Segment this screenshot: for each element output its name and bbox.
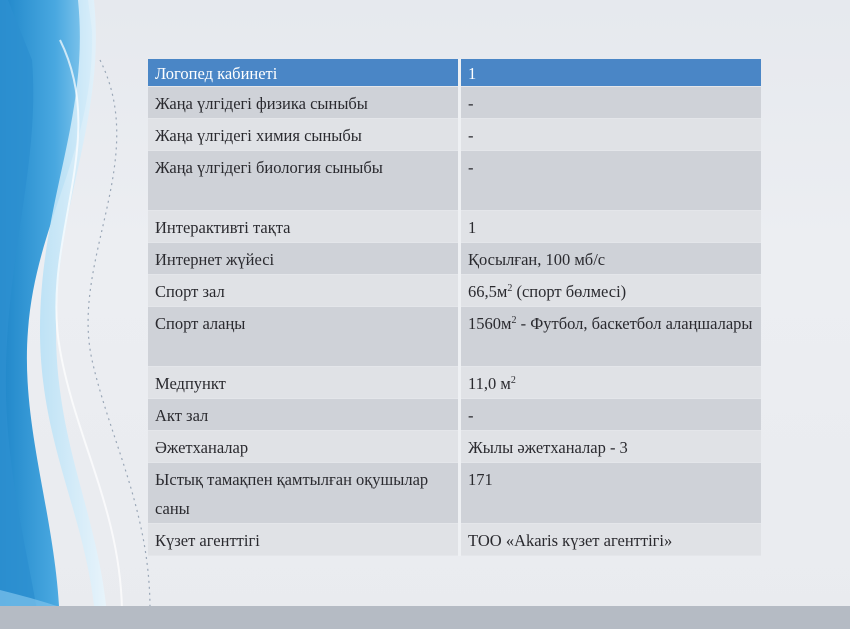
- unit-superscript: 2: [511, 315, 517, 326]
- table-row: [148, 211, 761, 243]
- table-row: [148, 87, 761, 119]
- table-row: [148, 151, 761, 211]
- unit-superscript: 2: [510, 375, 516, 386]
- facility-value: Қосылған, 100 мб/с: [460, 243, 762, 275]
- facility-name: Ыстық тамақпен қамтылған оқушылар саны: [148, 463, 460, 524]
- bottom-band: [0, 606, 850, 629]
- table-row: [148, 243, 761, 275]
- facility-value: -: [460, 399, 762, 431]
- value-number: 66,5м: [468, 282, 508, 301]
- table-row: [148, 399, 761, 431]
- table-row: [148, 431, 761, 463]
- facility-name: Акт зал: [148, 399, 460, 431]
- facility-name: Күзет агенттігі: [148, 524, 460, 556]
- facility-value: -: [460, 151, 762, 211]
- table-row: [148, 367, 761, 399]
- value-note: - Футбол, баскетбол алаңшалары: [516, 314, 753, 333]
- facility-name: Әжетханалар: [148, 431, 460, 463]
- table-row: [148, 307, 761, 367]
- facility-value: 171: [460, 463, 762, 524]
- facility-value: [460, 307, 762, 367]
- facility-value: 1: [460, 59, 762, 87]
- facilities-table: [148, 59, 761, 556]
- table-row: [148, 59, 761, 87]
- facility-value: [460, 367, 762, 399]
- facility-name: Интернет жүйесі: [148, 243, 460, 275]
- facility-value: ТОО «Akaris күзет агенттігі»: [460, 524, 762, 556]
- facility-name: Медпункт: [148, 367, 460, 399]
- facility-name: Жаңа үлгідегі биология сыныбы: [148, 151, 460, 211]
- facility-name: Жаңа үлгідегі химия сыныбы: [148, 119, 460, 151]
- table-row: [148, 463, 761, 524]
- facility-value: 1: [460, 211, 762, 243]
- value-number: 11,0 м: [468, 374, 511, 393]
- table-row: [148, 119, 761, 151]
- table-row: [148, 275, 761, 307]
- facility-name: Интерактивті тақта: [148, 211, 460, 243]
- value-note: (спорт бөлмесі): [512, 282, 627, 301]
- facility-name: Логопед кабинеті: [148, 59, 460, 87]
- facility-name: Спорт алаңы: [148, 307, 460, 367]
- unit-superscript: 2: [507, 283, 513, 294]
- facility-value: -: [460, 119, 762, 151]
- table-row: [148, 524, 761, 556]
- facility-value: Жылы әжетханалар - 3: [460, 431, 762, 463]
- facility-name: Спорт зал: [148, 275, 460, 307]
- facility-name: Жаңа үлгідегі физика сыныбы: [148, 87, 460, 119]
- facility-value: [460, 275, 762, 307]
- facility-value: -: [460, 87, 762, 119]
- value-number: 1560м: [468, 314, 512, 333]
